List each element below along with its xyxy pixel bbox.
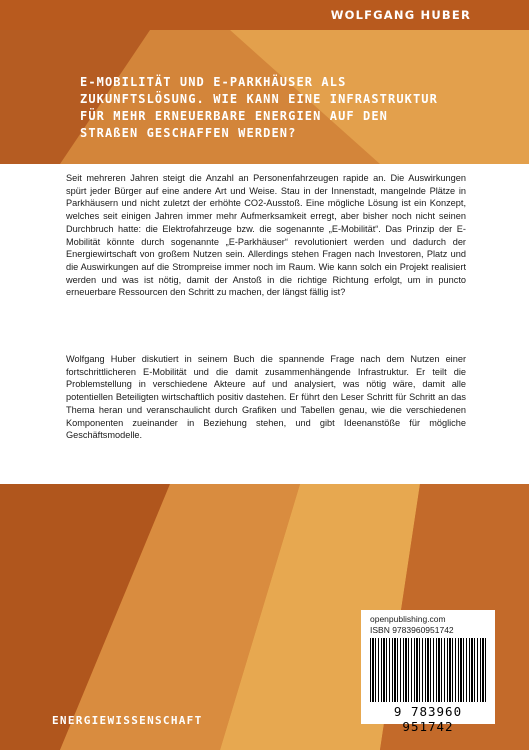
title-line: E-MOBILITÄT UND E-PARKHÄUSER ALS bbox=[80, 75, 347, 89]
title-line: ZUKUNFTSLÖSUNG. WIE KANN EINE INFRASTRUKTUR bbox=[80, 92, 438, 106]
author-name: WOLFGANG HUBER bbox=[330, 8, 471, 22]
barcode-image bbox=[370, 638, 488, 702]
publisher-url: openpublishing.com bbox=[370, 614, 446, 624]
book-title bbox=[80, 74, 480, 142]
title-line: FÜR MEHR ERNEUERBARE ENERGIEN AUF DEN bbox=[80, 109, 389, 123]
barcode-number: 9 783960 951742 bbox=[393, 704, 463, 734]
category-label: ENERGIEWISSENSCHAFT bbox=[52, 714, 203, 727]
isbn-label: ISBN 9783960951742 bbox=[370, 625, 454, 635]
blurb-paragraph: Seit mehreren Jahren steigt die Anzahl an Personenfahrzeugen rapide an. Die Auswirkungen spürt jeder Bürger auf eine andere Art und Weise. Stau in der Innenstadt, mangelnde Plätze in Parkhäusern und nicht zuletzt der erhöhte CO2-Ausstoß. Eine mögliche Lösung ist ein Konzept, welches seit einigen Jahren immer mehr Aufmerksamkeit erregt, aber bisher noch nicht seinen Durchbruch hatte: die Elektrofahrzeuge bzw. die sogenannte „E-Mobilität“. Das Prinzip der E-Mobilität könnte durch sogenannte „E-Parkhäuser“ revolutioniert werden und dadurch der Energiewirtschaft von großem Nutzen sein. Allerdings stehen Fragen nach Investoren, Platz und die Auswirkungen auf die Strompreise immer noch im Raum. Wie kann solch ein Projekt realisiert werden und was ist nötig, damit der Anstoß in die richtige Richtung erfolgt, um in puncto erneuerbare Ressourcen den Schritt zu machen, der längst fällig ist? bbox=[66, 173, 466, 298]
blurb-paragraph: Wolfgang Huber diskutiert in seinem Buch die spannende Frage nach dem Nutzen einer fortschrittlicheren E-Mobilität und die damit zusammenhängende Infrastruktur. Er teilt die Problemstellung in verschiedene Akteure auf und analysiert, was nötig wäre, damit alle potentiellen Beteiligten wirtschaftlich positiv dastehen. Er führt den Leser Schritt für Schritt an das Thema heran und veranschaulicht durch Grafiken und Tabellen genau, wie die verschiedenen Komponenten zueinander in Beziehung stehen, und gibt Ideenanstöße für mögliche Geschäftsmodelle. bbox=[66, 354, 466, 441]
barcode-panel bbox=[361, 610, 495, 734]
title-line: STRAßEN GESCHAFFEN WERDEN? bbox=[80, 126, 297, 140]
